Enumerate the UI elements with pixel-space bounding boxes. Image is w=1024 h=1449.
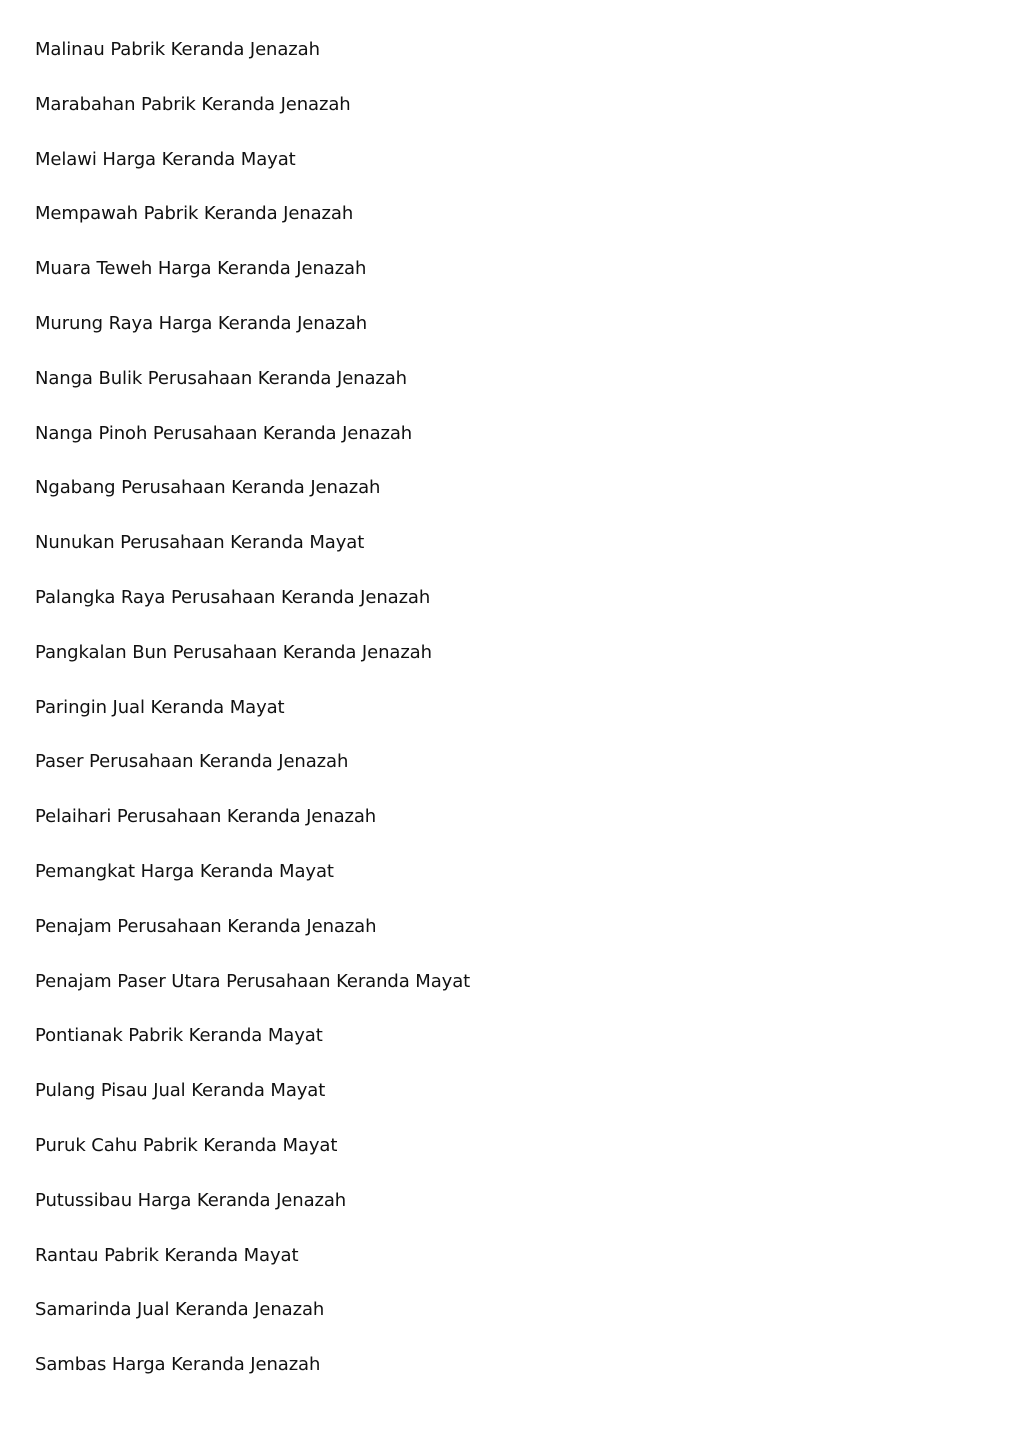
list-item: Malinau Pabrik Keranda Jenazah <box>35 39 320 60</box>
list-item: Nunukan Perusahaan Keranda Mayat <box>35 532 365 554</box>
list-item: Sambas Harga Keranda Jenazah <box>35 1354 321 1376</box>
list-item: Pulang Pisau Jual Keranda Mayat <box>35 1080 326 1102</box>
list-item: Rantau Pabrik Keranda Mayat <box>35 1244 299 1266</box>
list-item: Palangka Raya Perusahaan Keranda Jenazah <box>35 586 431 608</box>
list-item: Marabahan Pabrik Keranda Jenazah <box>35 93 351 115</box>
list-item: Nanga Pinoh Perusahaan Keranda Jenazah <box>35 422 413 444</box>
list-item: Penajam Paser Utara Perusahaan Keranda Mayat <box>35 970 471 992</box>
list-item: Paser Perusahaan Keranda Jenazah <box>35 751 349 773</box>
list-item: Pangkalan Bun Perusahaan Keranda Jenazah <box>35 641 432 663</box>
list-item: Pontianak Pabrik Keranda Mayat <box>35 1025 323 1047</box>
list-item: Pemangkat Harga Keranda Mayat <box>35 860 334 882</box>
list-item: Pelaihari Perusahaan Keranda Jenazah <box>35 806 377 828</box>
list-item: Nanga Bulik Perusahaan Keranda Jenazah <box>35 367 407 389</box>
list-item: Mempawah Pabrik Keranda Jenazah <box>35 203 354 225</box>
list-item: Melawi Harga Keranda Mayat <box>35 148 296 170</box>
list-item: Murung Raya Harga Keranda Jenazah <box>35 312 368 334</box>
list-item: Samarinda Jual Keranda Jenazah <box>35 1299 325 1321</box>
list-item: Penajam Perusahaan Keranda Jenazah <box>35 915 377 937</box>
list-item: Ngabang Perusahaan Keranda Jenazah <box>35 477 381 499</box>
list-item: Puruk Cahu Pabrik Keranda Mayat <box>35 1134 338 1156</box>
location-list <box>35 37 470 1407</box>
list-item: Putussibau Harga Keranda Jenazah <box>35 1189 347 1211</box>
list-item: Muara Teweh Harga Keranda Jenazah <box>35 258 367 280</box>
list-item: Paringin Jual Keranda Mayat <box>35 696 285 718</box>
